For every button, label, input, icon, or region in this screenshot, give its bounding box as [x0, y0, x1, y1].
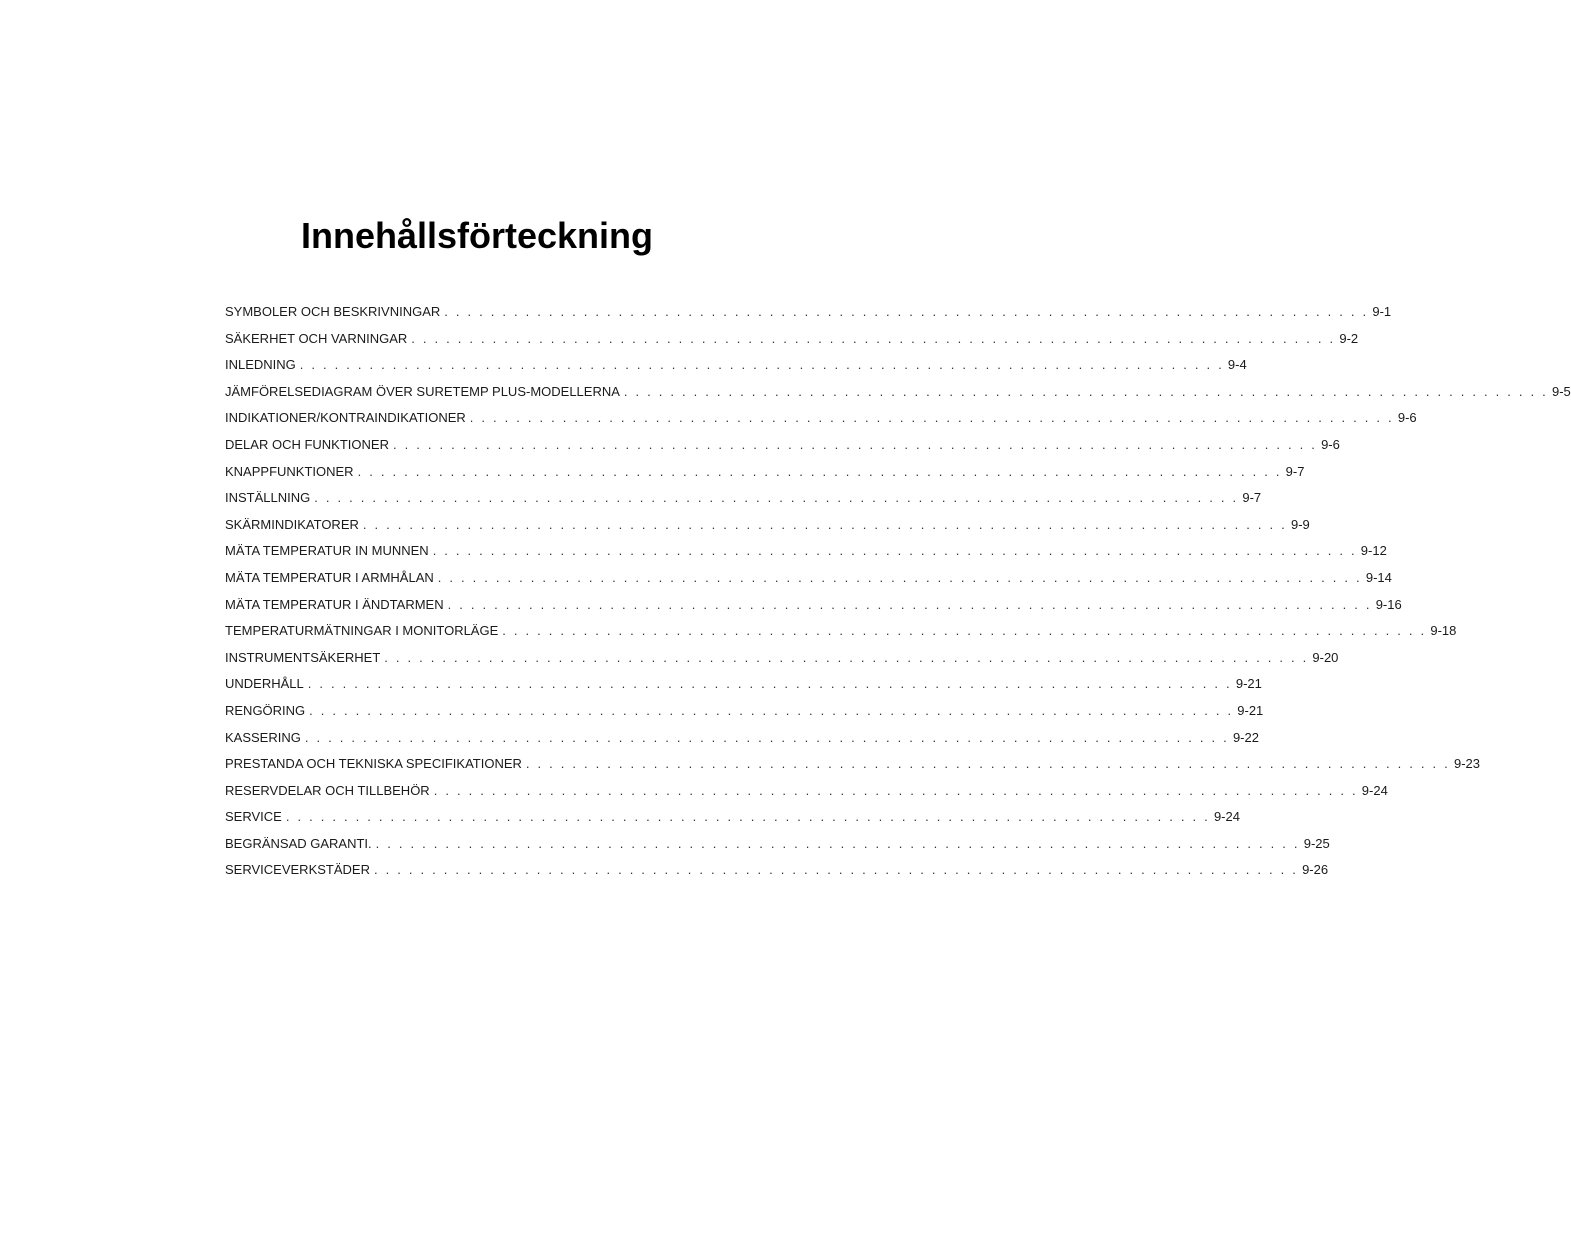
toc-entry[interactable] — [225, 671, 1262, 698]
toc-entry-page: 9-2 — [1339, 330, 1359, 346]
toc-entry-label: SERVICEVERKSTÄDER — [225, 862, 370, 878]
toc-entry-page: 9-7 — [1242, 490, 1262, 506]
toc-entry-page: 9-25 — [1303, 835, 1330, 851]
toc-entry-label: KASSERING — [225, 729, 301, 745]
toc-entry-page: 9-24 — [1361, 782, 1388, 798]
toc-entry-page: 9-9 — [1290, 516, 1310, 532]
toc-leader-dots: . . . . . . . . . . . . . . . . . . . . . . . . . . . . . . . . . . . . . . . . . . . . . . . . . . . . . . . . . . . . . . . . . . . . . . . . . . . . . . . . — [304, 729, 1229, 745]
toc-entry-label: MÄTA TEMPERATUR IN MUNNEN — [225, 543, 429, 559]
toc-entry[interactable] — [225, 831, 1330, 858]
toc-leader-dots: . . . . . . . . . . . . . . . . . . . . . . . . . . . . . . . . . . . . . . . . . . . . . . . . . . . . . . . . . . . . . . . . . . . . . . . . . . . . . . . . — [623, 383, 1548, 399]
toc-entry-page: 9-21 — [1235, 676, 1262, 692]
toc-leader-dots: . . . . . . . . . . . . . . . . . . . . . . . . . . . . . . . . . . . . . . . . . . . . . . . . . . . . . . . . . . . . . . . . . . . . . . . . . . . . . . . . — [299, 357, 1224, 373]
toc-entry[interactable] — [225, 459, 1305, 486]
toc-entry[interactable] — [225, 804, 1240, 831]
toc-leader-dots: . . . . . . . . . . . . . . . . . . . . . . . . . . . . . . . . . . . . . . . . . . . . . . . . . . . . . . . . . . . . . . . . . . . . . . . . . . . . . . . . — [502, 623, 1427, 639]
toc-entry[interactable] — [225, 379, 1571, 406]
toc-entry[interactable] — [225, 352, 1247, 379]
toc-entry-page: 9-5 — [1552, 383, 1571, 399]
toc-entry-label: INSTRUMENTSÄKERHET — [225, 649, 381, 665]
toc-entry-page: 9-16 — [1375, 596, 1402, 612]
toc-entry[interactable] — [225, 592, 1402, 619]
toc-entry-page: 9-18 — [1430, 623, 1457, 639]
toc-entry-page: 9-24 — [1213, 809, 1240, 825]
toc-leader-dots: . . . . . . . . . . . . . . . . . . . . . . . . . . . . . . . . . . . . . . . . . . . . . . . . . . . . . . . . . . . . . . . . . . . . . . . . . . . . . . . . — [469, 410, 1394, 426]
toc-entry-page: 9-14 — [1365, 569, 1392, 585]
toc-entry[interactable] — [225, 645, 1339, 672]
page-title: Innehållsförteckning — [300, 215, 654, 256]
toc-entry-label: INSTÄLLNING — [225, 490, 311, 506]
toc-entry[interactable] — [225, 326, 1359, 353]
toc-entry[interactable] — [225, 857, 1329, 884]
toc-leader-dots: . . . . . . . . . . . . . . . . . . . . . . . . . . . . . . . . . . . . . . . . . . . . . . . . . . . . . . . . . . . . . . . . . . . . . . . . . . . . . . . . — [362, 516, 1287, 532]
toc-entry[interactable] — [225, 618, 1457, 645]
toc-leader-dots: . . . . . . . . . . . . . . . . . . . . . . . . . . . . . . . . . . . . . . . . . . . . . . . . . . . . . . . . . . . . . . . . . . . . . . . . . . . . . . . . — [392, 436, 1318, 452]
toc-entry[interactable] — [225, 299, 1392, 326]
toc-leader-dots: . . . . . . . . . . . . . . . . . . . . . . . . . . . . . . . . . . . . . . . . . . . . . . . . . . . . . . . . . . . . . . . . . . . . . . . . . . . . . . . . — [384, 649, 1309, 665]
toc-leader-dots: . . . . . . . . . . . . . . . . . . . . . . . . . . . . . . . . . . . . . . . . . . . . . . . . . . . . . . . . . . . . . . . . . . . . . . . . . . . . . . . . — [314, 490, 1239, 506]
toc-leader-dots: . . . . . . . . . . . . . . . . . . . . . . . . . . . . . . . . . . . . . . . . . . . . . . . . . . . . . . . . . . . . . . . . . . . . . . . . . . . . . . . . — [357, 463, 1282, 479]
toc-entry[interactable] — [225, 565, 1392, 592]
toc-entry-label: PRESTANDA OCH TEKNISKA SPECIFIKATIONER — [225, 756, 522, 772]
toc-entry[interactable] — [225, 512, 1310, 539]
toc-entry-page: 9-4 — [1227, 357, 1247, 373]
toc-entry-label: RENGÖRING — [225, 702, 306, 718]
toc-entry-label: MÄTA TEMPERATUR I ARMHÅLAN — [225, 569, 434, 585]
toc-entry-label: UNDERHÅLL — [225, 676, 304, 692]
toc-entry-page: 9-21 — [1237, 702, 1264, 718]
toc-entry-label: DELAR OCH FUNKTIONER — [225, 436, 389, 452]
toc-entry-label: INDIKATIONER/KONTRAINDIKATIONER — [225, 410, 466, 426]
toc-entry[interactable] — [225, 485, 1262, 512]
toc-leader-dots: . . . . . . . . . . . . . . . . . . . . . . . . . . . . . . . . . . . . . . . . . . . . . . . . . . . . . . . . . . . . . . . . . . . . . . . . . . . . . . . . — [444, 304, 1369, 319]
toc-entry-label: JÄMFÖRELSEDIAGRAM ÖVER SURETEMP PLUS-MODELLERNA — [225, 383, 620, 399]
toc-entry-page: 9-7 — [1285, 463, 1305, 479]
toc-entry-page: 9-22 — [1232, 729, 1259, 745]
toc-leader-dots: . . . . . . . . . . . . . . . . . . . . . . . . . . . . . . . . . . . . . . . . . . . . . . . . . . . . . . . . . . . . . . . . . . . . . . . . . . . . . . . . — [433, 782, 1358, 798]
toc-entry-page: 9-6 — [1397, 410, 1417, 426]
toc-leader-dots: . . . . . . . . . . . . . . . . . . . . . . . . . . . . . . . . . . . . . . . . . . . . . . . . . . . . . . . . . . . . . . . . . . . . . . . . . . . . . . . . — [307, 676, 1232, 692]
toc-entry[interactable] — [225, 405, 1417, 432]
toc-leader-dots: . . . . . . . . . . . . . . . . . . . . . . . . . . . . . . . . . . . . . . . . . . . . . . . . . . . . . . . . . . . . . . . . . . . . . . . . . . . . . . . . — [411, 330, 1336, 346]
toc-leader-dots: . . . . . . . . . . . . . . . . . . . . . . . . . . . . . . . . . . . . . . . . . . . . . . . . . . . . . . . . . . . . . . . . . . . . . . . . . . . . . . . . — [375, 835, 1300, 851]
toc-entry[interactable] — [225, 725, 1259, 752]
toc-leader-dots: . . . . . . . . . . . . . . . . . . . . . . . . . . . . . . . . . . . . . . . . . . . . . . . . . . . . . . . . . . . . . . . . . . . . . . . . . . . . . . . . — [309, 702, 1234, 718]
toc-leader-dots: . . . . . . . . . . . . . . . . . . . . . . . . . . . . . . . . . . . . . . . . . . . . . . . . . . . . . . . . . . . . . . . . . . . . . . . . . . . . . . . . — [373, 862, 1299, 878]
toc-entry-page: 9-26 — [1302, 862, 1329, 878]
toc-entry-label: SKÄRMINDIKATORER — [225, 516, 359, 532]
toc-entry-label: BEGRÄNSAD GARANTI. — [225, 835, 372, 851]
toc-leader-dots: . . . . . . . . . . . . . . . . . . . . . . . . . . . . . . . . . . . . . . . . . . . . . . . . . . . . . . . . . . . . . . . . . . . . . . . . . . . . . . . . — [447, 596, 1372, 612]
toc-leader-dots: . . . . . . . . . . . . . . . . . . . . . . . . . . . . . . . . . . . . . . . . . . . . . . . . . . . . . . . . . . . . . . . . . . . . . . . . . . . . . . . . — [437, 569, 1362, 585]
toc-entry-page: 9-23 — [1454, 756, 1481, 772]
toc-entry-label: SERVICE — [225, 809, 282, 825]
toc-entry[interactable] — [225, 698, 1264, 725]
toc-entry[interactable] — [225, 778, 1388, 805]
toc-entry[interactable] — [225, 432, 1340, 459]
toc-entry-label: SÄKERHET OCH VARNINGAR — [225, 330, 408, 346]
toc-entry-page: 9-20 — [1312, 649, 1339, 665]
toc-entry-label: KNAPPFUNKTIONER — [225, 463, 354, 479]
toc-entry-page: 9-6 — [1321, 436, 1340, 452]
toc-entry[interactable] — [225, 538, 1387, 565]
toc-entry-page: 9-12 — [1360, 543, 1387, 559]
table-of-contents — [225, 299, 1571, 884]
toc-leader-dots: . . . . . . . . . . . . . . . . . . . . . . . . . . . . . . . . . . . . . . . . . . . . . . . . . . . . . . . . . . . . . . . . . . . . . . . . . . . . . . . . — [432, 543, 1357, 559]
toc-entry-label: INLEDNING — [225, 357, 296, 373]
toc-entry-label: RESERVDELAR OCH TILLBEHÖR — [225, 782, 430, 798]
toc-leader-dots: . . . . . . . . . . . . . . . . . . . . . . . . . . . . . . . . . . . . . . . . . . . . . . . . . . . . . . . . . . . . . . . . . . . . . . . . . . . . . . . . — [525, 756, 1450, 772]
toc-entry-page: 9-1 — [1372, 304, 1392, 319]
toc-leader-dots: . . . . . . . . . . . . . . . . . . . . . . . . . . . . . . . . . . . . . . . . . . . . . . . . . . . . . . . . . . . . . . . . . . . . . . . . . . . . . . . . — [285, 809, 1210, 825]
toc-entry-label: TEMPERATURMÄTNINGAR I MONITORLÄGE — [225, 623, 499, 639]
toc-entry-label: SYMBOLER OCH BESKRIVNINGAR — [225, 304, 441, 319]
toc-entry[interactable] — [225, 751, 1481, 778]
toc-entry-label: MÄTA TEMPERATUR I ÄNDTARMEN — [225, 596, 444, 612]
